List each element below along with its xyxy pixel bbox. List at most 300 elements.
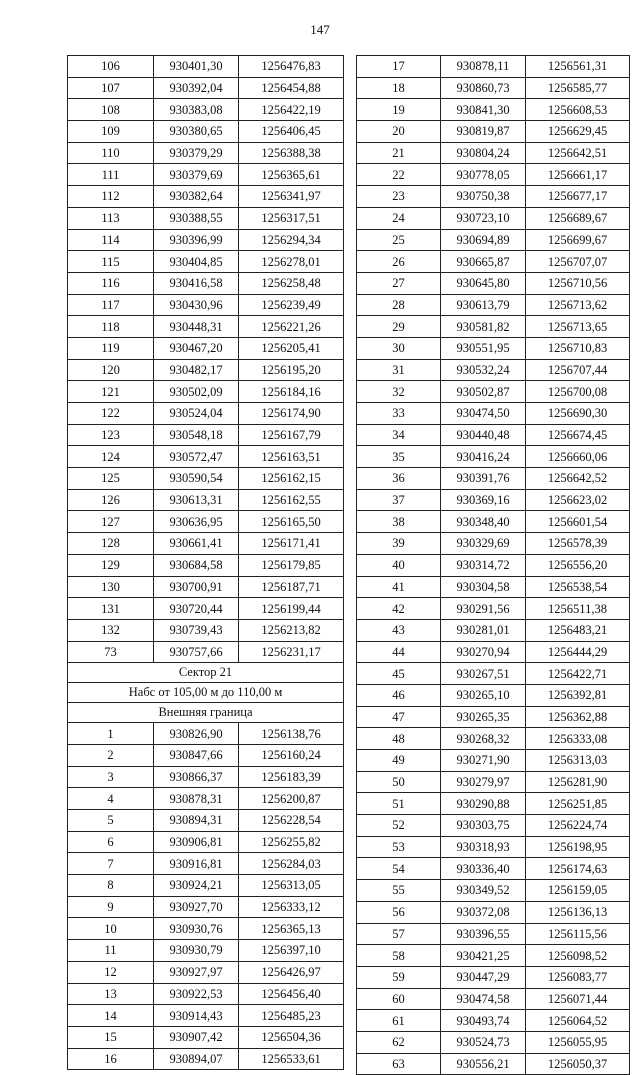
y-coordinate: 1256426,97 (239, 961, 344, 983)
y-coordinate: 1256713,65 (526, 316, 630, 338)
y-coordinate: 1256071,44 (526, 988, 630, 1010)
point-number: 38 (357, 511, 441, 533)
y-coordinate: 1256165,50 (239, 511, 344, 533)
y-coordinate: 1256258,48 (239, 272, 344, 294)
table-row (68, 576, 344, 598)
point-number: 112 (68, 186, 154, 208)
y-coordinate: 1256406,45 (239, 121, 344, 143)
table-row (357, 858, 630, 880)
x-coordinate: 930314,72 (441, 554, 526, 576)
y-coordinate: 1256224,74 (526, 815, 630, 837)
table-row (68, 251, 344, 273)
point-number: 17 (357, 56, 441, 78)
x-coordinate: 930930,79 (154, 940, 239, 962)
x-coordinate: 930878,11 (441, 56, 526, 78)
y-coordinate: 1256278,01 (239, 251, 344, 273)
table-row (357, 1053, 630, 1075)
x-coordinate: 930271,90 (441, 750, 526, 772)
table-row (357, 99, 630, 121)
left-table-top-rows (68, 56, 344, 663)
table-row (357, 446, 630, 468)
y-coordinate: 1256198,95 (526, 836, 630, 858)
point-number: 123 (68, 424, 154, 446)
point-number: 108 (68, 99, 154, 121)
table-row (68, 554, 344, 576)
table-row (68, 337, 344, 359)
table-row (68, 533, 344, 555)
table-row (68, 1005, 344, 1027)
x-coordinate: 930914,43 (154, 1005, 239, 1027)
point-number: 37 (357, 489, 441, 511)
point-number: 57 (357, 923, 441, 945)
point-number: 35 (357, 446, 441, 468)
y-coordinate: 1256713,62 (526, 294, 630, 316)
y-coordinate: 1256578,39 (526, 533, 630, 555)
x-coordinate: 930665,87 (441, 251, 526, 273)
y-coordinate: 1256707,44 (526, 359, 630, 381)
point-number: 33 (357, 403, 441, 425)
table-row (357, 56, 630, 78)
table-row (68, 766, 344, 788)
x-coordinate: 930826,90 (154, 723, 239, 745)
point-number: 26 (357, 251, 441, 273)
point-number: 52 (357, 815, 441, 837)
table-row (357, 207, 630, 229)
x-coordinate: 930757,66 (154, 641, 239, 663)
x-coordinate: 930396,55 (441, 923, 526, 945)
table-row (68, 831, 344, 853)
point-number: 46 (357, 684, 441, 706)
table-row (68, 788, 344, 810)
y-coordinate: 1256199,44 (239, 598, 344, 620)
y-coordinate: 1256699,67 (526, 229, 630, 251)
x-coordinate: 930279,97 (441, 771, 526, 793)
coordinates-table-left (67, 55, 344, 1070)
point-number: 110 (68, 142, 154, 164)
x-coordinate: 930524,73 (441, 1031, 526, 1053)
table-row (68, 207, 344, 229)
point-number: 14 (68, 1005, 154, 1027)
x-coordinate: 930448,31 (154, 316, 239, 338)
y-coordinate: 1256642,52 (526, 468, 630, 490)
y-coordinate: 1256333,12 (239, 896, 344, 918)
y-coordinate: 1256205,41 (239, 337, 344, 359)
point-number: 50 (357, 771, 441, 793)
y-coordinate: 1256333,08 (526, 728, 630, 750)
y-coordinate: 1256050,37 (526, 1053, 630, 1075)
table-row (357, 142, 630, 164)
point-number: 62 (357, 1031, 441, 1053)
x-coordinate: 930379,69 (154, 164, 239, 186)
y-coordinate: 1256511,38 (526, 598, 630, 620)
table-row (68, 446, 344, 468)
table-row (68, 511, 344, 533)
point-number: 7 (68, 853, 154, 875)
x-coordinate: 930927,97 (154, 961, 239, 983)
table-row (357, 186, 630, 208)
x-coordinate: 930866,37 (154, 766, 239, 788)
table-row (357, 468, 630, 490)
x-coordinate: 930440,48 (441, 424, 526, 446)
y-coordinate: 1256444,29 (526, 641, 630, 663)
table-row (357, 663, 630, 685)
y-coordinate: 1256388,38 (239, 142, 344, 164)
table-row (68, 99, 344, 121)
point-number: 130 (68, 576, 154, 598)
x-coordinate: 930318,93 (441, 836, 526, 858)
y-coordinate: 1256707,07 (526, 251, 630, 273)
y-coordinate: 1256160,24 (239, 744, 344, 766)
table-row (68, 961, 344, 983)
point-number: 121 (68, 381, 154, 403)
x-coordinate: 930421,25 (441, 945, 526, 967)
x-coordinate: 930551,95 (441, 337, 526, 359)
point-number: 120 (68, 359, 154, 381)
x-coordinate: 930700,91 (154, 576, 239, 598)
sector-boundary-label: Внешняя граница (68, 703, 344, 723)
y-coordinate: 1256362,88 (526, 706, 630, 728)
table-row (68, 77, 344, 99)
x-coordinate: 930383,08 (154, 99, 239, 121)
point-number: 9 (68, 896, 154, 918)
point-number: 61 (357, 1010, 441, 1032)
table-row (357, 576, 630, 598)
x-coordinate: 930860,73 (441, 77, 526, 99)
y-coordinate: 1256538,54 (526, 576, 630, 598)
x-coordinate: 930878,31 (154, 788, 239, 810)
y-coordinate: 1256677,17 (526, 186, 630, 208)
point-number: 127 (68, 511, 154, 533)
point-number: 1 (68, 723, 154, 745)
point-number: 13 (68, 983, 154, 1005)
y-coordinate: 1256674,45 (526, 424, 630, 446)
y-coordinate: 1256184,16 (239, 381, 344, 403)
y-coordinate: 1256689,67 (526, 207, 630, 229)
table-row (68, 983, 344, 1005)
x-coordinate: 930548,18 (154, 424, 239, 446)
table-row (357, 511, 630, 533)
table-row (68, 1048, 344, 1070)
point-number: 45 (357, 663, 441, 685)
point-number: 129 (68, 554, 154, 576)
sector-header (68, 663, 344, 723)
x-coordinate: 930684,58 (154, 554, 239, 576)
y-coordinate: 1256483,21 (526, 619, 630, 641)
point-number: 63 (357, 1053, 441, 1075)
table-row (357, 750, 630, 772)
table-row (68, 940, 344, 962)
x-coordinate: 930922,53 (154, 983, 239, 1005)
y-coordinate: 1256255,82 (239, 831, 344, 853)
x-coordinate: 930502,87 (441, 381, 526, 403)
point-number: 106 (68, 56, 154, 78)
y-coordinate: 1256365,13 (239, 918, 344, 940)
point-number: 125 (68, 468, 154, 490)
page-number: 147 (310, 22, 330, 37)
x-coordinate: 930474,50 (441, 403, 526, 425)
y-coordinate: 1256231,17 (239, 641, 344, 663)
x-coordinate: 930636,95 (154, 511, 239, 533)
table-row (357, 251, 630, 273)
table-row (68, 403, 344, 425)
x-coordinate: 930349,52 (441, 880, 526, 902)
y-coordinate: 1256195,20 (239, 359, 344, 381)
point-number: 73 (68, 641, 154, 663)
y-coordinate: 1256200,87 (239, 788, 344, 810)
x-coordinate: 930524,04 (154, 403, 239, 425)
table-row (357, 554, 630, 576)
table-row (68, 381, 344, 403)
y-coordinate: 1256392,81 (526, 684, 630, 706)
point-number: 22 (357, 164, 441, 186)
y-coordinate: 1256162,55 (239, 489, 344, 511)
point-number: 40 (357, 554, 441, 576)
y-coordinate: 1256485,23 (239, 1005, 344, 1027)
x-coordinate: 930388,55 (154, 207, 239, 229)
table-row (357, 337, 630, 359)
table-row (68, 598, 344, 620)
y-coordinate: 1256533,61 (239, 1048, 344, 1070)
y-coordinate: 1256055,95 (526, 1031, 630, 1053)
y-coordinate: 1256422,71 (526, 663, 630, 685)
table-row (68, 359, 344, 381)
point-number: 126 (68, 489, 154, 511)
table-row (68, 468, 344, 490)
x-coordinate: 930265,35 (441, 706, 526, 728)
y-coordinate: 1256710,83 (526, 337, 630, 359)
left-table-bottom-rows (68, 723, 344, 1070)
table-row (357, 966, 630, 988)
point-number: 55 (357, 880, 441, 902)
table-row (68, 810, 344, 832)
point-number: 118 (68, 316, 154, 338)
x-coordinate: 930380,65 (154, 121, 239, 143)
x-coordinate: 930720,44 (154, 598, 239, 620)
x-coordinate: 930532,24 (441, 359, 526, 381)
x-coordinate: 930290,88 (441, 793, 526, 815)
point-number: 28 (357, 294, 441, 316)
y-coordinate: 1256228,54 (239, 810, 344, 832)
x-coordinate: 930778,05 (441, 164, 526, 186)
x-coordinate: 930916,81 (154, 853, 239, 875)
point-number: 32 (357, 381, 441, 403)
sector-height-range: Набс от 105,00 м до 110,00 м (68, 683, 344, 703)
y-coordinate: 1256138,76 (239, 723, 344, 745)
y-coordinate: 1256221,26 (239, 316, 344, 338)
y-coordinate: 1256294,34 (239, 229, 344, 251)
point-number: 43 (357, 619, 441, 641)
point-number: 4 (68, 788, 154, 810)
x-coordinate: 930750,38 (441, 186, 526, 208)
point-number: 132 (68, 619, 154, 641)
y-coordinate: 1256623,02 (526, 489, 630, 511)
point-number: 114 (68, 229, 154, 251)
table-row (68, 229, 344, 251)
y-coordinate: 1256365,61 (239, 164, 344, 186)
point-number: 59 (357, 966, 441, 988)
table-row (357, 229, 630, 251)
table-row (68, 918, 344, 940)
table-row (68, 744, 344, 766)
table-row (68, 896, 344, 918)
x-coordinate: 930723,10 (441, 207, 526, 229)
y-coordinate: 1256136,13 (526, 901, 630, 923)
x-coordinate: 930894,07 (154, 1048, 239, 1070)
point-number: 60 (357, 988, 441, 1010)
table-row (357, 836, 630, 858)
x-coordinate: 930906,81 (154, 831, 239, 853)
x-coordinate: 930303,75 (441, 815, 526, 837)
point-number: 6 (68, 831, 154, 853)
table-row (68, 1026, 344, 1048)
point-number: 131 (68, 598, 154, 620)
y-coordinate: 1256585,77 (526, 77, 630, 99)
table-row (68, 294, 344, 316)
x-coordinate: 930502,09 (154, 381, 239, 403)
y-coordinate: 1256608,53 (526, 99, 630, 121)
x-coordinate: 930590,54 (154, 468, 239, 490)
y-coordinate: 1256239,49 (239, 294, 344, 316)
table-row (357, 424, 630, 446)
point-number: 12 (68, 961, 154, 983)
y-coordinate: 1256163,51 (239, 446, 344, 468)
x-coordinate: 930372,08 (441, 901, 526, 923)
y-coordinate: 1256556,20 (526, 554, 630, 576)
point-number: 116 (68, 272, 154, 294)
point-number: 36 (357, 468, 441, 490)
point-number: 113 (68, 207, 154, 229)
y-coordinate: 1256098,52 (526, 945, 630, 967)
table-row (357, 945, 630, 967)
y-coordinate: 1256115,56 (526, 923, 630, 945)
y-coordinate: 1256167,79 (239, 424, 344, 446)
x-coordinate: 930268,32 (441, 728, 526, 750)
y-coordinate: 1256456,40 (239, 983, 344, 1005)
table-row (357, 771, 630, 793)
x-coordinate: 930291,56 (441, 598, 526, 620)
point-number: 30 (357, 337, 441, 359)
y-coordinate: 1256661,17 (526, 164, 630, 186)
sector-height-row (68, 683, 344, 703)
x-coordinate: 930474,58 (441, 988, 526, 1010)
point-number: 34 (357, 424, 441, 446)
y-coordinate: 1256162,15 (239, 468, 344, 490)
table-row (357, 121, 630, 143)
table-row (68, 875, 344, 897)
y-coordinate: 1256317,51 (239, 207, 344, 229)
table-row (357, 706, 630, 728)
x-coordinate: 930379,29 (154, 142, 239, 164)
table-row (357, 901, 630, 923)
point-number: 24 (357, 207, 441, 229)
table-row (68, 853, 344, 875)
x-coordinate: 930348,40 (441, 511, 526, 533)
sector-title: Сектор 21 (68, 663, 344, 683)
x-coordinate: 930645,80 (441, 272, 526, 294)
table-row (68, 641, 344, 663)
x-coordinate: 930694,89 (441, 229, 526, 251)
x-coordinate: 930556,21 (441, 1053, 526, 1075)
x-coordinate: 930329,69 (441, 533, 526, 555)
y-coordinate: 1256083,77 (526, 966, 630, 988)
x-coordinate: 930416,24 (441, 446, 526, 468)
table-row (357, 489, 630, 511)
y-coordinate: 1256313,05 (239, 875, 344, 897)
table-row (357, 381, 630, 403)
sector-boundary-row (68, 703, 344, 723)
y-coordinate: 1256251,85 (526, 793, 630, 815)
point-number: 39 (357, 533, 441, 555)
table-row (68, 142, 344, 164)
table-row (68, 316, 344, 338)
table-row (357, 619, 630, 641)
y-coordinate: 1256629,45 (526, 121, 630, 143)
y-coordinate: 1256187,71 (239, 576, 344, 598)
y-coordinate: 1256561,31 (526, 56, 630, 78)
y-coordinate: 1256690,30 (526, 403, 630, 425)
table-row (68, 121, 344, 143)
table-row (357, 272, 630, 294)
y-coordinate: 1256422,19 (239, 99, 344, 121)
x-coordinate: 930404,85 (154, 251, 239, 273)
right-table-rows (357, 56, 630, 1075)
point-number: 21 (357, 142, 441, 164)
x-coordinate: 930392,04 (154, 77, 239, 99)
point-number: 51 (357, 793, 441, 815)
point-number: 117 (68, 294, 154, 316)
x-coordinate: 930265,10 (441, 684, 526, 706)
y-coordinate: 1256174,90 (239, 403, 344, 425)
x-coordinate: 930447,29 (441, 966, 526, 988)
table-row (357, 359, 630, 381)
point-number: 115 (68, 251, 154, 273)
x-coordinate: 930430,96 (154, 294, 239, 316)
point-number: 5 (68, 810, 154, 832)
x-coordinate: 930930,76 (154, 918, 239, 940)
table-row (357, 533, 630, 555)
point-number: 44 (357, 641, 441, 663)
y-coordinate: 1256281,90 (526, 771, 630, 793)
x-coordinate: 930613,31 (154, 489, 239, 511)
table-row (68, 56, 344, 78)
y-coordinate: 1256397,10 (239, 940, 344, 962)
table-row (357, 880, 630, 902)
x-coordinate: 930396,99 (154, 229, 239, 251)
table-row (357, 77, 630, 99)
point-number: 42 (357, 598, 441, 620)
x-coordinate: 930847,66 (154, 744, 239, 766)
x-coordinate: 930267,51 (441, 663, 526, 685)
point-number: 122 (68, 403, 154, 425)
table-row (357, 684, 630, 706)
x-coordinate: 930493,74 (441, 1010, 526, 1032)
table-row (357, 164, 630, 186)
point-number: 16 (68, 1048, 154, 1070)
point-number: 19 (357, 99, 441, 121)
table-row (357, 294, 630, 316)
y-coordinate: 1256183,39 (239, 766, 344, 788)
x-coordinate: 930482,17 (154, 359, 239, 381)
table-row (357, 316, 630, 338)
y-coordinate: 1256179,85 (239, 554, 344, 576)
x-coordinate: 930304,58 (441, 576, 526, 598)
table-row (357, 598, 630, 620)
table-row (68, 723, 344, 745)
y-coordinate: 1256341,97 (239, 186, 344, 208)
x-coordinate: 930804,24 (441, 142, 526, 164)
table-row (357, 988, 630, 1010)
x-coordinate: 930613,79 (441, 294, 526, 316)
